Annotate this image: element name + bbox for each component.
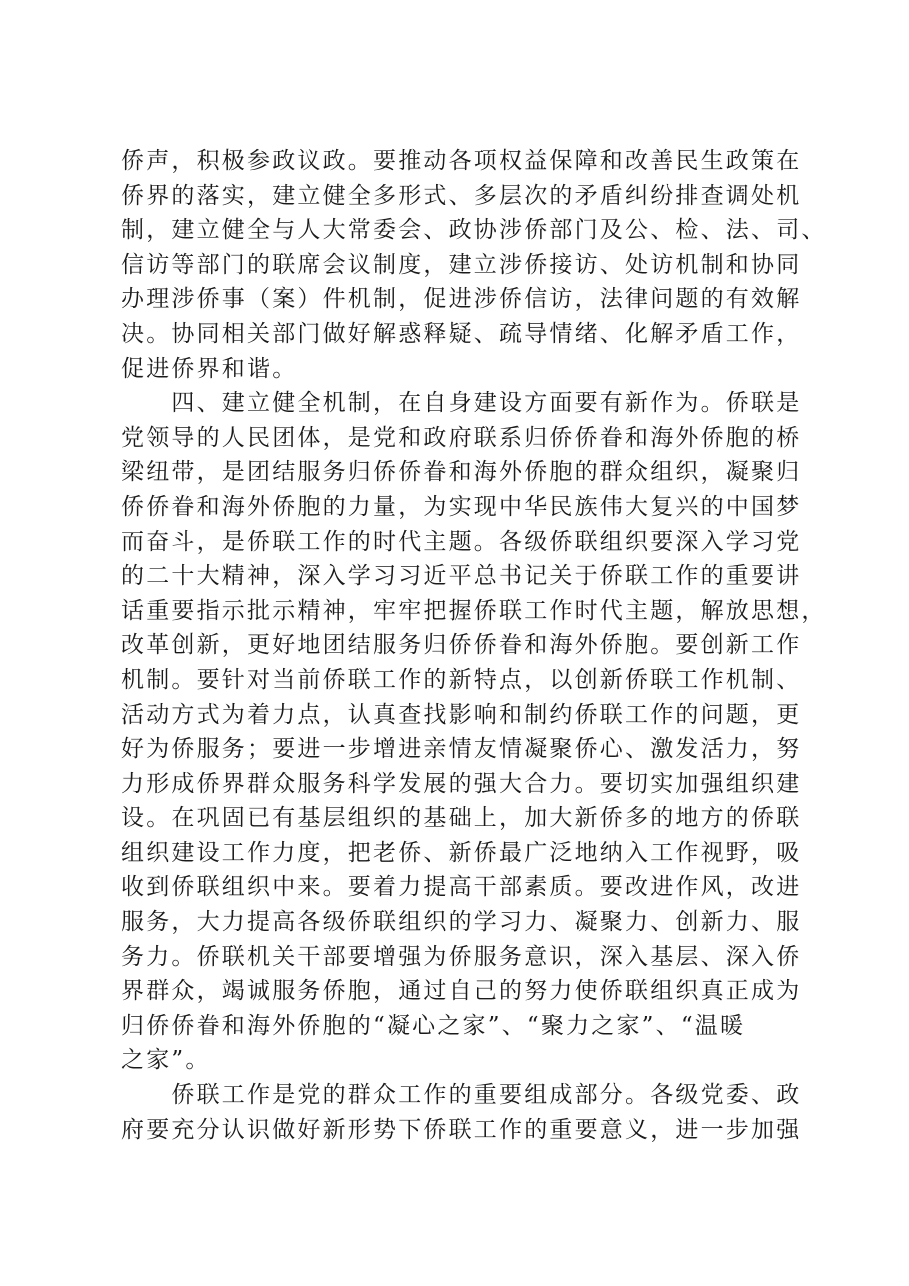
text-line: 改革创新，更好地团结服务归侨侨眷和海外侨胞。要创新工作 [121,632,802,659]
text-line: 信访等部门的联席会议制度，建立涉侨接访、处访机制和协同 [121,251,802,278]
text-line: 府要充分认识做好新形势下侨联工作的重要意义，进一步加强 [121,1116,802,1143]
text-line: 活动方式为着力点，认真查找影响和制约侨联工作的问题，更 [121,701,802,728]
text-line: 设。在巩固已有基层组织的基础上，加大新侨多的地方的侨联 [121,805,802,832]
text-line: 办理涉侨事（案）件机制，促进涉侨信访，法律问题的有效解 [121,286,802,313]
text-line: 话重要指示批示精神，牢牢把握侨联工作时代主题，解放思想， [121,597,827,624]
text-line: 侨联工作是党的群众工作的重要组成部分。各级党委、政 [121,1082,802,1109]
text-line: 组织建设工作力度，把老侨、新侨最广泛地纳入工作视野，吸 [121,839,802,866]
text-line: 促进侨界和谐。 [121,355,298,382]
text-line: 机制。要针对当前侨联工作的新特点，以创新侨联工作机制、 [121,666,802,693]
text-line: 四、建立健全机制，在自身建设方面要有新作为。侨联是 [121,390,802,417]
text-line: 好为侨服务；要进一步增进亲情友情凝聚侨心、激发活力，努 [121,736,802,763]
text-line: 梁纽带，是团结服务归侨侨眷和海外侨胞的群众组织，凝聚归 [121,459,802,486]
body-text [121,144,827,1147]
text-line: 制，建立健全与人大常委会、政协涉侨部门及公、检、法、司、 [121,217,827,244]
text-line: 党领导的人民团体，是党和政府联系归侨侨眷和海外侨胞的桥 [121,424,802,451]
text-line: 归侨侨眷和海外侨胞的“凝心之家”、“聚力之家”、“温暖 [121,1012,746,1039]
text-line: 之家”。 [121,1047,211,1074]
text-line: 收到侨联组织中来。要着力提高干部素质。要改进作风，改进 [121,874,802,901]
text-line: 力形成侨界群众服务科学发展的强大合力。要切实加强组织建 [121,770,802,797]
text-line: 服务，大力提高各级侨联组织的学习力、凝聚力、创新力、服 [121,909,802,936]
text-line: 侨界的落实，建立健全多形式、多层次的矛盾纠纷排查调处机 [121,182,802,209]
text-line: 侨侨眷和海外侨胞的力量，为实现中华民族伟大复兴的中国梦 [121,493,802,520]
text-line: 而奋斗，是侨联工作的时代主题。各级侨联组织要深入学习党 [121,528,802,555]
text-line: 决。协同相关部门做好解惑释疑、疏导情绪、化解矛盾工作， [121,320,802,347]
text-line: 务力。侨联机关干部要增强为侨服务意识，深入基层、深入侨 [121,943,802,970]
text-line: 界群众，竭诚服务侨胞，通过自己的努力使侨联组织真正成为 [121,978,802,1005]
text-line: 侨声，积极参政议政。要推动各项权益保障和改善民生政策在 [121,148,802,174]
text-line: 的二十大精神，深入学习习近平总书记关于侨联工作的重要讲 [121,563,802,590]
